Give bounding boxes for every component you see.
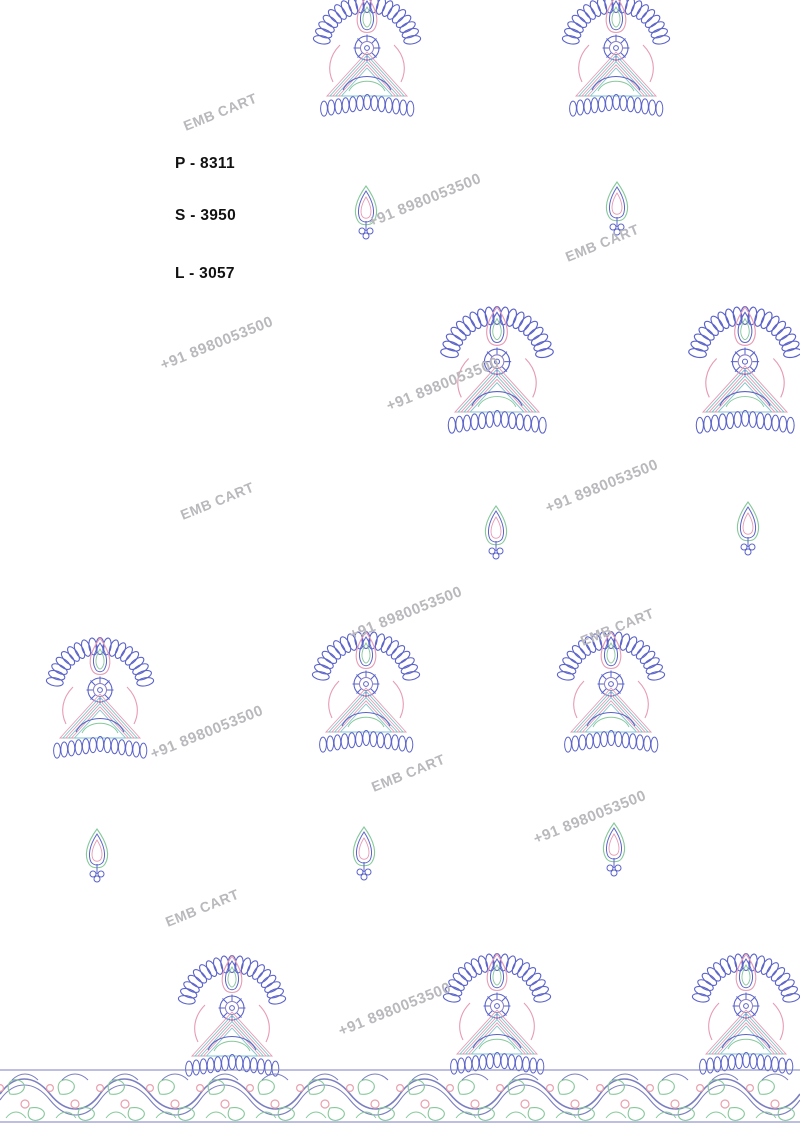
watermark-phone: +91 8980053500 (336, 979, 454, 1040)
watermark-brand: EMB CART (578, 604, 657, 649)
watermark-phone: +91 8980053500 (366, 170, 484, 231)
small-paisley-bud-motif (347, 824, 381, 882)
design-code-2: S - 3950 (175, 207, 236, 224)
small-paisley-bud-motif (731, 499, 765, 557)
small-paisley-bud-motif (80, 826, 114, 884)
large-triangular-floral-motif (40, 632, 160, 762)
large-triangular-floral-motif (307, 0, 427, 120)
small-paisley-bud-motif (479, 503, 513, 561)
watermark-brand: EMB CART (181, 89, 260, 134)
large-triangular-floral-motif (551, 626, 671, 756)
watermark-phone: +91 8980053500 (531, 787, 649, 848)
watermark-phone: +91 8980053500 (158, 313, 276, 374)
watermark-brand: EMB CART (163, 885, 242, 930)
large-triangular-floral-motif (686, 948, 800, 1078)
small-paisley-bud-motif (597, 820, 631, 878)
watermark-brand: EMB CART (178, 478, 257, 523)
large-triangular-floral-motif (682, 301, 800, 438)
watermark-phone: +91 8980053500 (347, 583, 465, 644)
watermark-brand: EMB CART (563, 220, 642, 265)
bottom-floral-vine-border (0, 1060, 800, 1128)
watermark-phone: +91 8980053500 (148, 702, 266, 763)
large-triangular-floral-motif (437, 948, 557, 1078)
watermark-phone: +91 8980053500 (543, 456, 661, 517)
large-triangular-floral-motif (306, 626, 426, 756)
watermark-phone: +91 8980053500 (384, 354, 502, 415)
design-code-1: P - 8311 (175, 155, 235, 172)
watermark-brand: EMB CART (369, 750, 448, 795)
large-triangular-floral-motif (556, 0, 676, 120)
design-code-3: L - 3057 (175, 265, 235, 282)
